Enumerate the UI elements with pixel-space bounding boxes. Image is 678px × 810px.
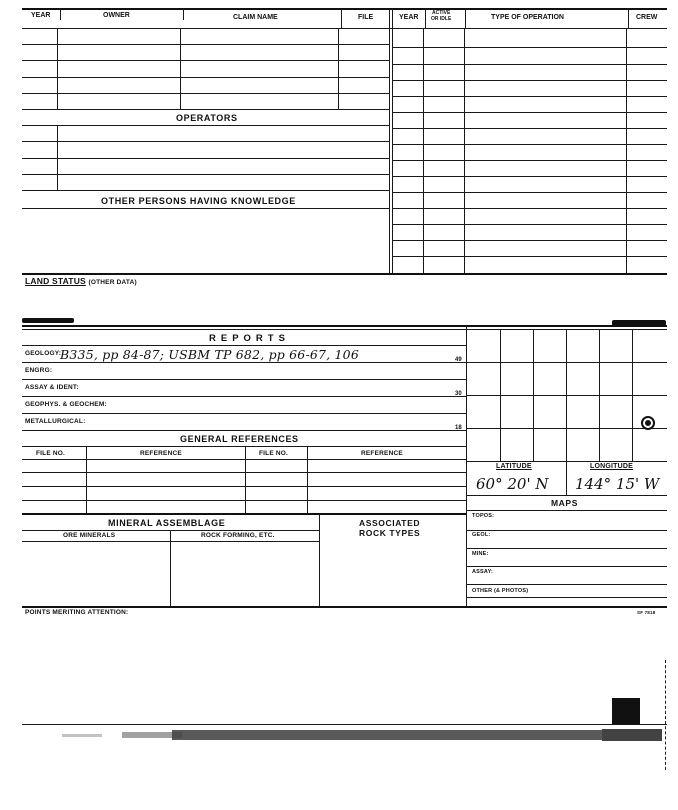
num-49: 49: [455, 357, 462, 363]
top-rule: [22, 8, 667, 10]
row-line: [466, 495, 667, 496]
reports-top-rule-2: [22, 329, 667, 330]
row-line: [466, 597, 667, 598]
reports-title: REPORTS: [209, 333, 290, 344]
active-idle-header: [431, 10, 451, 22]
bottom-rule: [22, 606, 667, 608]
header-divider: [183, 8, 184, 20]
file-no-header-2: FILE NO.: [259, 450, 289, 457]
mine-label: MINE:: [472, 551, 489, 557]
grid-line: [466, 362, 667, 363]
row-line: [22, 125, 389, 126]
row-line: [22, 472, 466, 473]
row-line: [22, 60, 389, 61]
claim-name-header: CLAIM NAME: [233, 14, 278, 21]
row-line: [22, 513, 466, 515]
row-line: [22, 379, 466, 380]
topos-label: TOPOS:: [472, 513, 495, 519]
general-references-title: GENERAL REFERENCES: [180, 434, 299, 444]
row-line: [466, 566, 667, 567]
scan-edge: [665, 660, 666, 770]
scan-noise-band: [22, 726, 667, 748]
file-header: FILE: [358, 14, 374, 21]
row-line: [22, 174, 389, 175]
col-line: [180, 28, 181, 109]
latitude-label: LATITUDE: [496, 463, 532, 470]
row-line: [466, 530, 667, 531]
grid-center-dot: [645, 420, 651, 426]
form-number: SF 7818: [637, 610, 656, 615]
or-idle-label: OR IDLE: [431, 16, 452, 22]
year-header: YEAR: [31, 12, 51, 19]
other-persons-title: OTHER PERSONS HAVING KNOWLEDGE: [101, 196, 296, 206]
row-line: [22, 446, 466, 447]
year2-header: YEAR: [399, 14, 419, 21]
land-status-rule: [22, 273, 667, 275]
header-divider: [425, 8, 426, 28]
reference-header-1: REFERENCE: [140, 450, 182, 457]
ore-minerals-header: ORE MINERALS: [63, 532, 116, 539]
col-line: [338, 28, 339, 109]
row-line: [22, 141, 389, 142]
metallurgical-label: METALLURGICAL:: [25, 418, 86, 425]
header-divider: [341, 8, 342, 28]
row-line: [466, 584, 667, 585]
col-line: [566, 461, 567, 495]
reports-right-divider: [466, 325, 467, 607]
other-photos-label: OTHER (& PHOTOS): [472, 588, 529, 594]
row-line: [22, 486, 466, 487]
assay-ident-label: ASSAY & IDENT:: [25, 384, 79, 391]
row-line: [22, 190, 389, 191]
reference-header-2: REFERENCE: [361, 450, 403, 457]
col-line: [57, 28, 58, 109]
col-line: [423, 28, 424, 274]
row-line: [22, 345, 466, 346]
col-line: [307, 446, 308, 513]
row-line: [22, 430, 466, 431]
row-line: [22, 158, 389, 159]
reports-top-rule: [22, 325, 667, 327]
col-line: [464, 28, 465, 274]
col-line: [170, 530, 171, 606]
grid-line: [466, 428, 667, 429]
file-no-header-1: FILE NO.: [36, 450, 66, 457]
header-divider: [465, 8, 466, 28]
row-line: [22, 459, 466, 460]
owner-header: OWNER: [103, 12, 130, 19]
geophys-label: GEOPHYS. & GEOCHEM:: [25, 401, 107, 408]
operators-title: OPERATORS: [176, 113, 238, 123]
header-rule: [22, 28, 667, 29]
associated-title: ASSOCIATED: [359, 518, 421, 528]
type-of-operation-header: TYPE OF OPERATION: [491, 14, 564, 21]
active-label: ACTIVE: [431, 10, 451, 16]
points-meriting-label: POINTS MERITING ATTENTION:: [25, 609, 129, 616]
geology-value: B335, pp 84-87; USBM TP 682, pp 66-67, 106: [60, 347, 359, 362]
col-line: [57, 125, 58, 190]
header-divider: [60, 8, 61, 20]
scan-mark: [612, 698, 640, 724]
col-line: [86, 446, 87, 513]
row-line: [22, 413, 466, 414]
col-line: [245, 446, 246, 513]
col-line: [319, 513, 320, 606]
row-line: [466, 548, 667, 549]
row-line: [22, 396, 466, 397]
mineral-assemblage-title: MINERAL ASSEMBLAGE: [108, 518, 226, 528]
engrg-label: ENGRG:: [25, 367, 53, 374]
row-line: [22, 500, 466, 501]
maps-title: MAPS: [551, 498, 578, 508]
geology-label: GEOLOGY:: [25, 350, 62, 357]
land-status-title: LAND STATUS (OTHER DATA): [25, 276, 137, 286]
rock-forming-header: ROCK FORMING, ETC.: [201, 532, 275, 539]
header-divider: [628, 8, 629, 28]
row-line: [22, 77, 389, 78]
row-line: [466, 510, 667, 511]
longitude-value: 144° 15' W: [575, 475, 660, 493]
row-line: [22, 93, 389, 94]
latitude-value: 60° 20' N: [476, 475, 549, 493]
assay-map-label: ASSAY:: [472, 569, 494, 575]
rock-types-title: ROCK TYPES: [359, 528, 421, 538]
row-line: [22, 109, 389, 110]
scan-line: [22, 724, 667, 725]
grid-line: [466, 395, 667, 396]
row-line: [22, 208, 389, 209]
row-line: [22, 362, 466, 363]
col-line: [626, 28, 627, 274]
crew-header: CREW: [636, 14, 658, 21]
num-30: 30: [455, 391, 462, 397]
row-line: [22, 44, 389, 45]
geol-label: GEOL:: [472, 532, 491, 538]
num-18: 18: [455, 425, 462, 431]
longitude-label: LONGITUDE: [590, 463, 634, 470]
main-divider: [389, 8, 390, 274]
scan-mark: [22, 318, 74, 323]
